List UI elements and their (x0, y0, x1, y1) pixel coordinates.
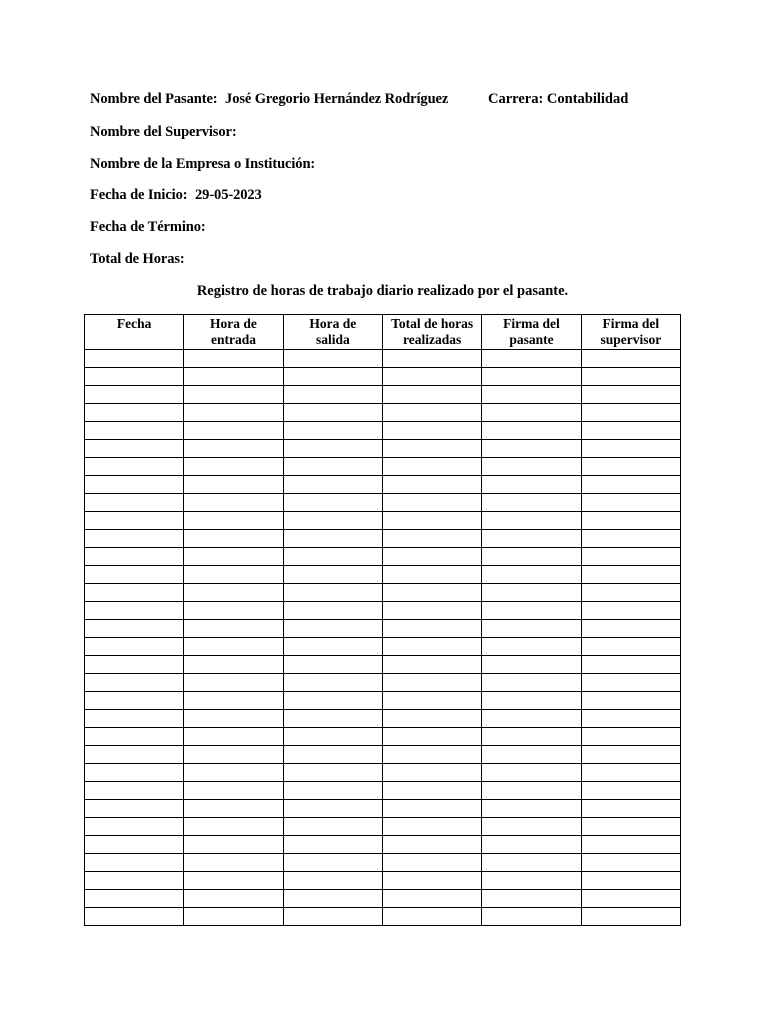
table-cell (283, 800, 382, 818)
table-cell (184, 800, 283, 818)
table-cell (283, 368, 382, 386)
table-cell (184, 350, 283, 368)
start-date-label: Fecha de Inicio: (90, 187, 188, 203)
table-cell (581, 368, 680, 386)
table-row (85, 584, 681, 602)
table-cell (581, 602, 680, 620)
table-cell (283, 674, 382, 692)
table-cell (283, 890, 382, 908)
table-row (85, 440, 681, 458)
table-cell (283, 656, 382, 674)
table-cell (581, 476, 680, 494)
table-cell (382, 746, 481, 764)
table-cell (85, 422, 184, 440)
table-cell (382, 728, 481, 746)
table-row (85, 872, 681, 890)
table-cell (482, 512, 581, 530)
table-cell (382, 836, 481, 854)
table-cell (184, 530, 283, 548)
table-cell (382, 908, 481, 926)
table-cell (382, 638, 481, 656)
table-cell (581, 512, 680, 530)
table-cell (283, 818, 382, 836)
table-cell (482, 800, 581, 818)
table-cell (85, 854, 184, 872)
table-cell (382, 566, 481, 584)
table-row (85, 836, 681, 854)
table-cell (482, 872, 581, 890)
table-cell (184, 404, 283, 422)
table-cell (184, 728, 283, 746)
table-cell (283, 404, 382, 422)
table-cell (482, 638, 581, 656)
table-cell (184, 602, 283, 620)
table-cell (184, 818, 283, 836)
table-cell (184, 710, 283, 728)
table-cell (184, 584, 283, 602)
column-header-text: entrada (210, 332, 256, 347)
table-cell (382, 404, 481, 422)
table-row (85, 710, 681, 728)
table-row (85, 638, 681, 656)
table-cell (184, 836, 283, 854)
table-cell (581, 494, 680, 512)
table-cell (482, 440, 581, 458)
table-cell (85, 440, 184, 458)
table-cell (382, 602, 481, 620)
table-cell (482, 494, 581, 512)
table-cell (581, 746, 680, 764)
table-cell (184, 476, 283, 494)
start-date-line (90, 187, 262, 204)
table-cell (382, 494, 481, 512)
table-cell (382, 782, 481, 800)
column-header (581, 315, 680, 350)
table-row (85, 854, 681, 872)
hours-log-table (84, 314, 681, 926)
table-row (85, 656, 681, 674)
column-header-text: realizadas (403, 332, 462, 347)
column-header-text: Firma del (503, 316, 560, 331)
table-cell (283, 692, 382, 710)
table-cell (581, 404, 680, 422)
table-cell (283, 566, 382, 584)
column-header-text: Firma del (602, 316, 660, 331)
table-cell (382, 710, 481, 728)
table-cell (85, 494, 184, 512)
start-date-value: 29-05-2023 (195, 187, 262, 203)
table-cell (184, 908, 283, 926)
table-row (85, 530, 681, 548)
table-row (85, 782, 681, 800)
table-cell (482, 386, 581, 404)
table-cell (85, 404, 184, 422)
table-cell (581, 422, 680, 440)
column-header-text: Hora de (309, 316, 357, 331)
table-cell (85, 386, 184, 404)
table-cell (581, 818, 680, 836)
table-cell (283, 458, 382, 476)
table-cell (382, 584, 481, 602)
table-cell (184, 692, 283, 710)
table-cell (581, 782, 680, 800)
table-cell (382, 872, 481, 890)
table-cell (283, 746, 382, 764)
table-cell (184, 746, 283, 764)
table-cell (283, 728, 382, 746)
table-cell (85, 782, 184, 800)
table-row (85, 512, 681, 530)
table-row (85, 890, 681, 908)
table-cell (382, 422, 481, 440)
table-row (85, 764, 681, 782)
column-header-text: salida (315, 332, 350, 347)
table-row (85, 422, 681, 440)
table-row (85, 458, 681, 476)
table-cell (482, 764, 581, 782)
table-cell (382, 458, 481, 476)
table-cell (581, 692, 680, 710)
table-cell (283, 422, 382, 440)
table-cell (382, 530, 481, 548)
table-row (85, 800, 681, 818)
table-cell (482, 404, 581, 422)
column-header-text: supervisor (600, 332, 662, 347)
table-cell (482, 710, 581, 728)
end-date-label: Fecha de Término: (90, 219, 206, 235)
intern-name-label: Nombre del Pasante: (90, 91, 218, 107)
table-cell (581, 908, 680, 926)
table-cell (482, 422, 581, 440)
table-cell (283, 710, 382, 728)
table-cell (581, 890, 680, 908)
column-header (283, 315, 382, 350)
table-header-row (85, 315, 681, 350)
table-cell (581, 458, 680, 476)
table-title: Registro de horas de trabajo diario realizado por el pasante. (196, 283, 569, 299)
table-row (85, 386, 681, 404)
table-cell (283, 494, 382, 512)
table-cell (184, 872, 283, 890)
table-cell (184, 566, 283, 584)
table-cell (184, 620, 283, 638)
table-row (85, 404, 681, 422)
table-row (85, 908, 681, 926)
table-cell (85, 890, 184, 908)
table-cell (283, 908, 382, 926)
table-cell (482, 674, 581, 692)
table-row (85, 566, 681, 584)
table-cell (382, 890, 481, 908)
table-cell (382, 386, 481, 404)
table-cell (85, 656, 184, 674)
intern-name-line (90, 91, 448, 108)
table-cell (85, 530, 184, 548)
table-row (85, 350, 681, 368)
table-cell (581, 566, 680, 584)
table-cell (382, 818, 481, 836)
table-cell (85, 548, 184, 566)
table-cell (85, 908, 184, 926)
table-cell (283, 836, 382, 854)
table-body (85, 350, 681, 926)
table-cell (85, 368, 184, 386)
table-cell (382, 764, 481, 782)
career-label: Carrera: (488, 91, 544, 107)
table-cell (184, 782, 283, 800)
table-cell (581, 350, 680, 368)
table-cell (283, 350, 382, 368)
table-cell (283, 602, 382, 620)
end-date-line (90, 219, 206, 236)
table-cell (482, 548, 581, 566)
table-cell (283, 548, 382, 566)
intern-name-value: José Gregorio Hernández Rodríguez (225, 91, 449, 107)
table-cell (85, 746, 184, 764)
table-cell (482, 836, 581, 854)
table-cell (581, 530, 680, 548)
column-header (85, 315, 184, 350)
table-cell (85, 692, 184, 710)
table-row (85, 692, 681, 710)
table-cell (581, 548, 680, 566)
table-cell (85, 638, 184, 656)
table-row (85, 476, 681, 494)
table-cell (283, 620, 382, 638)
table-cell (581, 854, 680, 872)
table-cell (85, 728, 184, 746)
table-cell (482, 656, 581, 674)
table-row (85, 602, 681, 620)
table-cell (85, 872, 184, 890)
column-header-text: Fecha (116, 316, 152, 331)
table-cell (482, 890, 581, 908)
table-cell (85, 566, 184, 584)
table-cell (581, 674, 680, 692)
table-row (85, 746, 681, 764)
table-cell (184, 674, 283, 692)
table-cell (184, 548, 283, 566)
table-cell (85, 512, 184, 530)
table-cell (283, 476, 382, 494)
table-cell (85, 458, 184, 476)
table-cell (382, 692, 481, 710)
table-cell (184, 368, 283, 386)
table-cell (283, 386, 382, 404)
table-cell (382, 548, 481, 566)
table-cell (581, 800, 680, 818)
table-cell (482, 692, 581, 710)
table-cell (482, 818, 581, 836)
table-cell (184, 638, 283, 656)
table-cell (283, 584, 382, 602)
column-header-text: Hora de (210, 316, 257, 331)
table-cell (482, 458, 581, 476)
table-cell (85, 710, 184, 728)
table-cell (85, 836, 184, 854)
table-cell (184, 656, 283, 674)
table-cell (85, 764, 184, 782)
supervisor-name-line (90, 124, 237, 141)
table-cell (581, 638, 680, 656)
table-cell (184, 512, 283, 530)
career-value: Contabilidad (546, 91, 629, 107)
table-cell (184, 386, 283, 404)
table-cell (85, 620, 184, 638)
table-row (85, 620, 681, 638)
table-cell (184, 458, 283, 476)
table-cell (283, 782, 382, 800)
table-cell (482, 566, 581, 584)
table-cell (581, 584, 680, 602)
table-cell (581, 620, 680, 638)
table-row (85, 494, 681, 512)
table-cell (382, 656, 481, 674)
table-cell (283, 764, 382, 782)
table-cell (184, 890, 283, 908)
table-cell (382, 350, 481, 368)
table-cell (581, 710, 680, 728)
table-cell (482, 728, 581, 746)
table-cell (482, 908, 581, 926)
table-cell (382, 440, 481, 458)
table-cell (482, 530, 581, 548)
table-row (85, 674, 681, 692)
total-hours-line (90, 251, 185, 268)
table-cell (482, 584, 581, 602)
table-cell (482, 368, 581, 386)
table-cell (482, 602, 581, 620)
table-cell (85, 584, 184, 602)
table-cell (581, 836, 680, 854)
table-cell (482, 620, 581, 638)
table-cell (85, 800, 184, 818)
table-row (85, 818, 681, 836)
table-cell (283, 440, 382, 458)
table-cell (283, 530, 382, 548)
table-row (85, 368, 681, 386)
table-cell (382, 368, 481, 386)
column-header-text: pasante (509, 332, 554, 347)
company-name-label: Nombre de la Empresa o Institución: (90, 156, 316, 172)
table-cell (382, 476, 481, 494)
table-cell (382, 674, 481, 692)
table-cell (85, 476, 184, 494)
table-cell (382, 512, 481, 530)
table-cell (85, 350, 184, 368)
column-header (482, 315, 581, 350)
table-cell (581, 728, 680, 746)
table-cell (184, 422, 283, 440)
table-cell (85, 674, 184, 692)
career-line (488, 91, 628, 108)
table-cell (482, 476, 581, 494)
column-header (184, 315, 283, 350)
company-name-line (90, 156, 315, 173)
total-hours-label: Total de Horas: (90, 251, 185, 267)
table-cell (482, 782, 581, 800)
table-cell (184, 764, 283, 782)
table-cell (482, 350, 581, 368)
table-cell (382, 854, 481, 872)
table-cell (283, 872, 382, 890)
table-cell (283, 512, 382, 530)
table-cell (184, 494, 283, 512)
table-cell (184, 854, 283, 872)
table-cell (184, 440, 283, 458)
column-header (382, 315, 481, 350)
table-cell (283, 854, 382, 872)
table-row (85, 548, 681, 566)
table-cell (283, 638, 382, 656)
column-header-text: Total de horas (391, 316, 474, 331)
supervisor-name-label: Nombre del Supervisor: (90, 124, 237, 140)
table-cell (581, 656, 680, 674)
table-cell (581, 386, 680, 404)
table-cell (85, 818, 184, 836)
table-cell (85, 602, 184, 620)
table-cell (482, 854, 581, 872)
table-row (85, 728, 681, 746)
table-cell (482, 746, 581, 764)
table-cell (581, 764, 680, 782)
table-cell (581, 440, 680, 458)
table-cell (382, 620, 481, 638)
table-cell (581, 872, 680, 890)
table-cell (382, 800, 481, 818)
